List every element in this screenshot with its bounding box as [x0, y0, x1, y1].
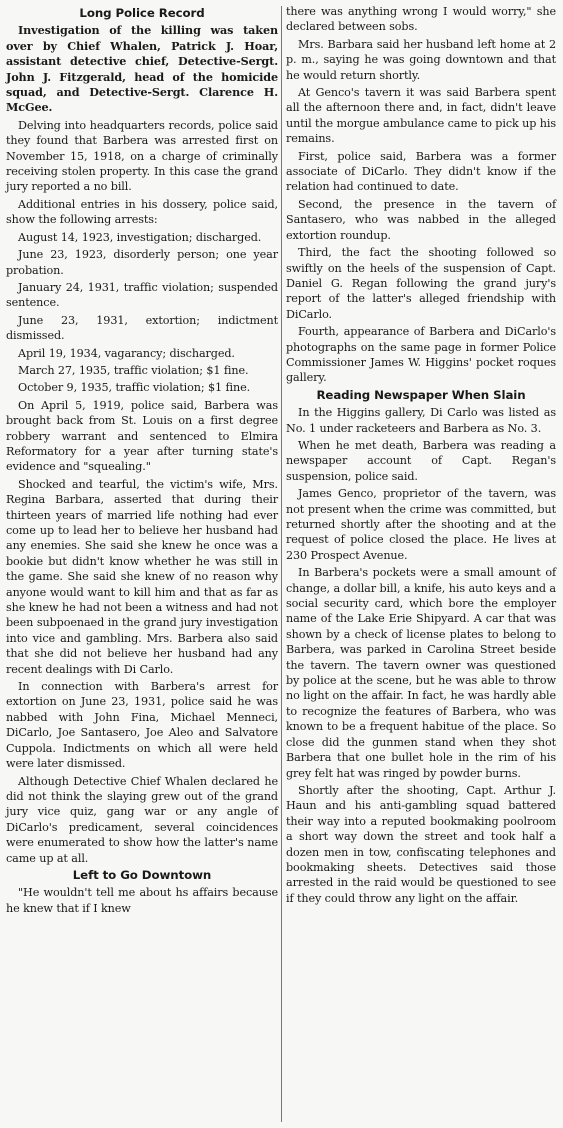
article-paragraph: there was anything wrong I would worry," she declared between sobs.	[286, 5, 556, 34]
article-paragraph: When he met death, Barbera was reading a newspaper account of Capt. Regan's suspension, police said.	[286, 438, 556, 483]
column-divider	[281, 6, 282, 1122]
article-paragraph: Third, the fact the shooting followed so swiftly on the heels of the suspension of Capt. Daniel G. Regan following the grand jury's report of the latter's alleged friendship with DiCarlo.	[286, 246, 556, 321]
article-paragraph: Delving into headquarters records, police said they found that Barbera was arrested first on November 15, 1918, on a charge of criminally receiving stolen property. In this case the grand jury reported a no bill.	[6, 118, 278, 194]
article-paragraph: On April 5, 1919, police said, Barbera was brought back from St. Louis on a first degree robbery warrant and sentenced to Elmira Reformatory for a year after turning state's evidence and "squealing."	[6, 398, 278, 474]
article-paragraph: First, police said, Barbera was a former associate of DiCarlo. They didn't know if the relation had continued to date.	[286, 149, 556, 194]
article-paragraph: Shocked and tearful, the victim's wife, Mrs. Regina Barbara, asserted that during their thirteen years of married life nothing had ever come up to lead her to believe her husband had any enemies. She said she knew he once was a bookie but didn't know whether he was still in the game. She said she knew of no reason why anyone would want to kill him and that as far as she knew he had not been a witness and had not been subpoenaed in the grand jury investigation into vice and gambling. Mrs. Barbera also said that she did not believe her husband had any recent dealings with Di Carlo.	[6, 477, 278, 676]
arrest-entry: August 14, 1923, investigation; discharged.	[18, 230, 262, 244]
headline-long-police-record: Long Police Record	[79, 6, 205, 20]
article-paragraph: Mrs. Barbara said her husband left home at 2 p. m., saying he was going downtown and that he would return shortly.	[286, 37, 556, 82]
arrest-entry: January 24, 1931, traffic violation; suspended sentence.	[6, 280, 278, 310]
article-paragraph: "He wouldn't tell me about hs affairs because he knew that if I knew	[6, 886, 278, 915]
article-paragraph: In the Higgins gallery, Di Carlo was listed as No. 1 under racketeers and Barbera as No. 3.	[286, 406, 556, 435]
article-paragraph: Shortly after the shooting, Capt. Arthur J. Haun and his anti-gambling squad battered their way into a reputed bookmaking poolroom a short way down the street and took half a dozen men in tow, confiscating telephones and bookmaking sheets. Detectives said those arrested in the raid would be questioned to see if they could throw any light on the affair.	[286, 783, 556, 905]
article-paragraph: Although Detective Chief Whalen declared he did not think the slaying grew out of the grand jury vice quiz, gang war or any angle of DiCarlo's predicament, several coincidences were enumerated to show how the latter's name came up at all.	[6, 774, 278, 865]
arrest-entry: June 23, 1931, extortion; indictment dismissed.	[6, 313, 278, 343]
subhead-reading-newspaper: Reading Newspaper When Slain	[316, 387, 526, 402]
article-paragraph: In connection with Barbera's arrest for extortion on June 23, 1931, police said he was nabbed with John Fina, Michael Menneci, DiCarlo, Joe Santasero, Joe Aleo and Salvatore Cuppola. Indictments on which all were held were later dismissed.	[6, 680, 278, 771]
article-paragraph: James Genco, proprietor of the tavern, was not present when the crime was committed, but returned shortly after the shooting and at the request of police closed the place. He lives at 230 Prospect Avenue.	[286, 487, 556, 562]
left-column	[6, 4, 278, 1128]
article-paragraph: Additional entries in his dossery, police said, show the following arrests:	[6, 197, 278, 227]
article-paragraph: At Genco's tavern it was said Barbera spent all the afternoon there and, in fact, didn't leave until the morgue ambulance came to pick up his remains.	[286, 86, 556, 146]
article-paragraph: Fourth, appearance of Barbera and DiCarlo's photographs on the same page in former Police Commissioner James W. Higgins' pocket roques gallery.	[286, 325, 556, 385]
arrest-entry: March 27, 1935, traffic violation; $1 fine.	[18, 363, 249, 377]
article-paragraph: In Barbera's pockets were a small amount of change, a dollar bill, a knife, his auto keys and a social security card, which bore the employer name of the Lake Erie Shipyard. A car that was shown by a check of license plates to belong to Barbera, was parked in Carolina Street beside the tavern. The tavern owner was questioned by police at the scene, but he was able to throw no light on the affair. In fact, he was hardly able to recognize the features of Barbera, who was known to be a frequent habitue of the place. So close did the gunmen stand when they shot Barbera that one bullet hole in the rim of his grey felt hat was ringed by powder burns.	[286, 566, 556, 780]
article-paragraph: Second, the presence in the tavern of Santasero, who was nabbed in the alleged extortion roundup.	[286, 197, 556, 242]
arrest-entry: October 9, 1935, traffic violation; $1 fine.	[18, 381, 251, 395]
article-paragraph: Investigation of the killing was taken over by Chief Whalen, Patrick J. Hoar, assistant detective chief, Detective-Sergt. John J. Fitzgerald, head of the homicide squad, and Detective-Sergt. Clarence H. McGee.	[6, 23, 278, 115]
subhead-left-to-go-downtown: Left to Go Downtown	[72, 867, 212, 882]
arrest-entry: June 23, 1923, disorderly person; one year probation.	[6, 248, 278, 277]
right-column	[286, 4, 556, 1128]
arrest-entry: April 19, 1934, vagarancy; discharged.	[18, 346, 235, 360]
